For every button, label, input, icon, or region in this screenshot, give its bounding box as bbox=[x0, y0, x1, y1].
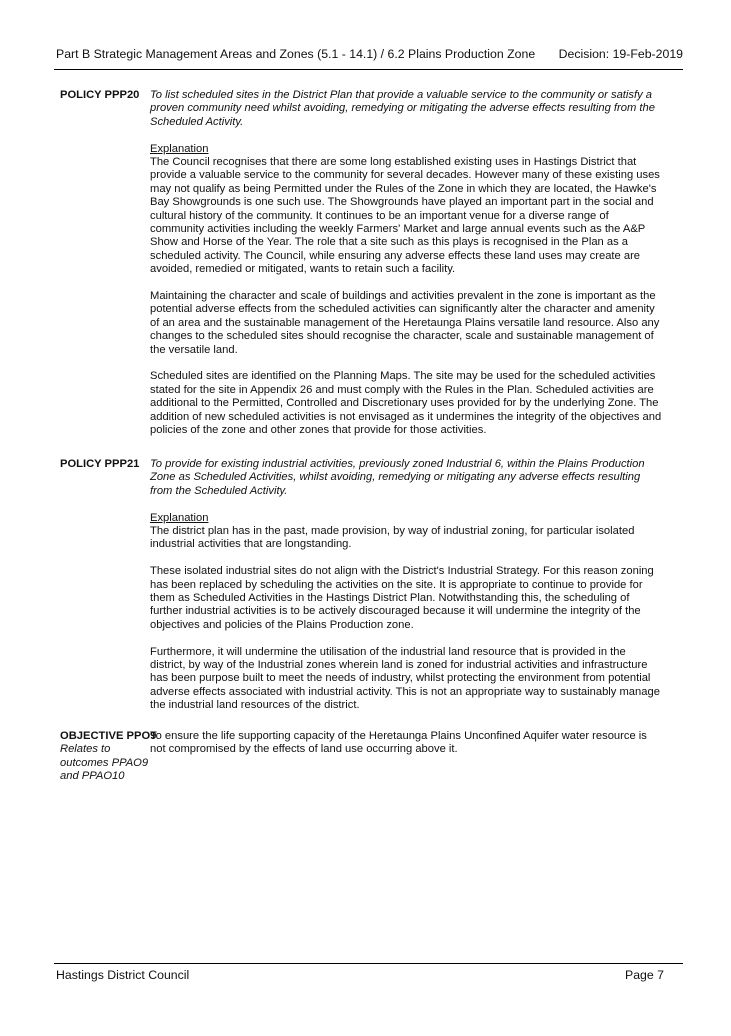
objective-label: OBJECTIVE PPO9 bbox=[60, 730, 157, 742]
header-divider bbox=[54, 69, 683, 70]
page-header bbox=[56, 47, 683, 61]
explanation-paragraph: These isolated industrial sites do not align with the District's Industrial Strategy. For this reason zoning has been replaced by scheduling the activities on the site. It is appropriate to continue to provide for them as Scheduled Activities in the Hastings District Plan. Notwithstanding this, the scheduling of further industrial activities is to be actively discouraged because it will undermine the integrity of the objectives and policies of the Plains Production zone. bbox=[150, 565, 654, 631]
objective-content bbox=[150, 730, 663, 757]
explanation-paragraph: Scheduled sites are identified on the Planning Maps. The site may be used for the scheduled activities stated for the site in Appendix 26 and must comply with the Rules in the Plan. Scheduled activities are additional to the Permitted, Controlled and Discretionary uses provided for by the underlying Zone. The addition of new scheduled activities is not envisaged as it undermines the integrity of the objectives and policies of the zone and other zones that provide for those activities. bbox=[150, 370, 662, 437]
policy-label: POLICY PPP21 bbox=[60, 458, 140, 470]
policy-content bbox=[150, 458, 663, 713]
decision-date: Decision: 19-Feb-2019 bbox=[558, 47, 683, 61]
page-number: Page 7 bbox=[625, 968, 664, 982]
explanation-heading: Explanation bbox=[150, 142, 209, 155]
document-title: Part B Strategic Management Areas and Zones (5.1 - 14.1) / 6.2 Plains Production Zone bbox=[56, 47, 536, 61]
explanation-paragraph: The district plan has in the past, made provision, by way of industrial zoning, for particular isolated industrial activities that are longstanding. bbox=[150, 525, 635, 551]
policy-statement: To provide for existing industrial activities, previously zoned Industrial 6, within the Plains Production Zone as Scheduled Activities, whilst avoiding, remedying or mitigating any adverse effects resulting from the Scheduled Activity. bbox=[150, 458, 645, 497]
page-footer bbox=[56, 968, 664, 982]
policy-statement: To list scheduled sites in the District Plan that provide a valuable service to the community or satisfy a proven community need whilst avoiding, remedying or mitigating the adverse effects resulting from the Scheduled Activity. bbox=[150, 89, 655, 128]
council-name: Hastings District Council bbox=[56, 968, 190, 982]
explanation-paragraph: The Council recognises that there are some long established existing uses in Hastings District that provide a valuable service to the community for several decades. However many of these existing uses may not qualify as being Permitted under the Rules of the Zone in which they are located, the Hawke's Bay Showgrounds is one such use. The Showgrounds have played an important part in the social and cultural history of the community. It continues to be an important venue for a diverse range of community activities including the weekly Farmers' Market and large annual events such as the A&P Show and Horse of the Year. The role that a site such as this plays is recognised in the Plan as a scheduled activity. The Council, while ensuring any adverse effects these land uses may create are avoided, remedied or mitigated, wants to retain such a facility. bbox=[150, 156, 660, 276]
objective-statement: To ensure the life supporting capacity of the Heretaunga Plains Unconfined Aquifer water resource is not compromised by the effects of land use occurring above it. bbox=[150, 730, 647, 756]
policy-label: POLICY PPP20 bbox=[60, 89, 140, 101]
explanation-paragraph: Furthermore, it will undermine the utilisation of the industrial land resource that is provided in the district, by way of the Industrial zones wherein land is zoned for industrial activities and infrastructure has been purpose built to meet the needs of industry, whilst protecting the environment from potential adverse effects associated with industrial activity. This is not an appropriate way to sustainably manage the industrial land resources of the district. bbox=[150, 645, 660, 712]
objective-relates-to: Relates to outcomes PPAO9 and PPAO10 bbox=[60, 743, 149, 783]
policy-content bbox=[150, 89, 663, 438]
explanation-heading: Explanation bbox=[150, 511, 209, 524]
footer-divider bbox=[54, 963, 683, 964]
explanation-paragraph: Maintaining the character and scale of buildings and activities prevalent in the zone is important as the potential adverse effects from the scheduled activities can significantly alter the character and amenity of an area and the sustainable management of the Heretaunga Plains versatile land resource. Also any changes to the scheduled sites should recognise the character, scale and sustainable management of the versatile land. bbox=[150, 290, 660, 356]
